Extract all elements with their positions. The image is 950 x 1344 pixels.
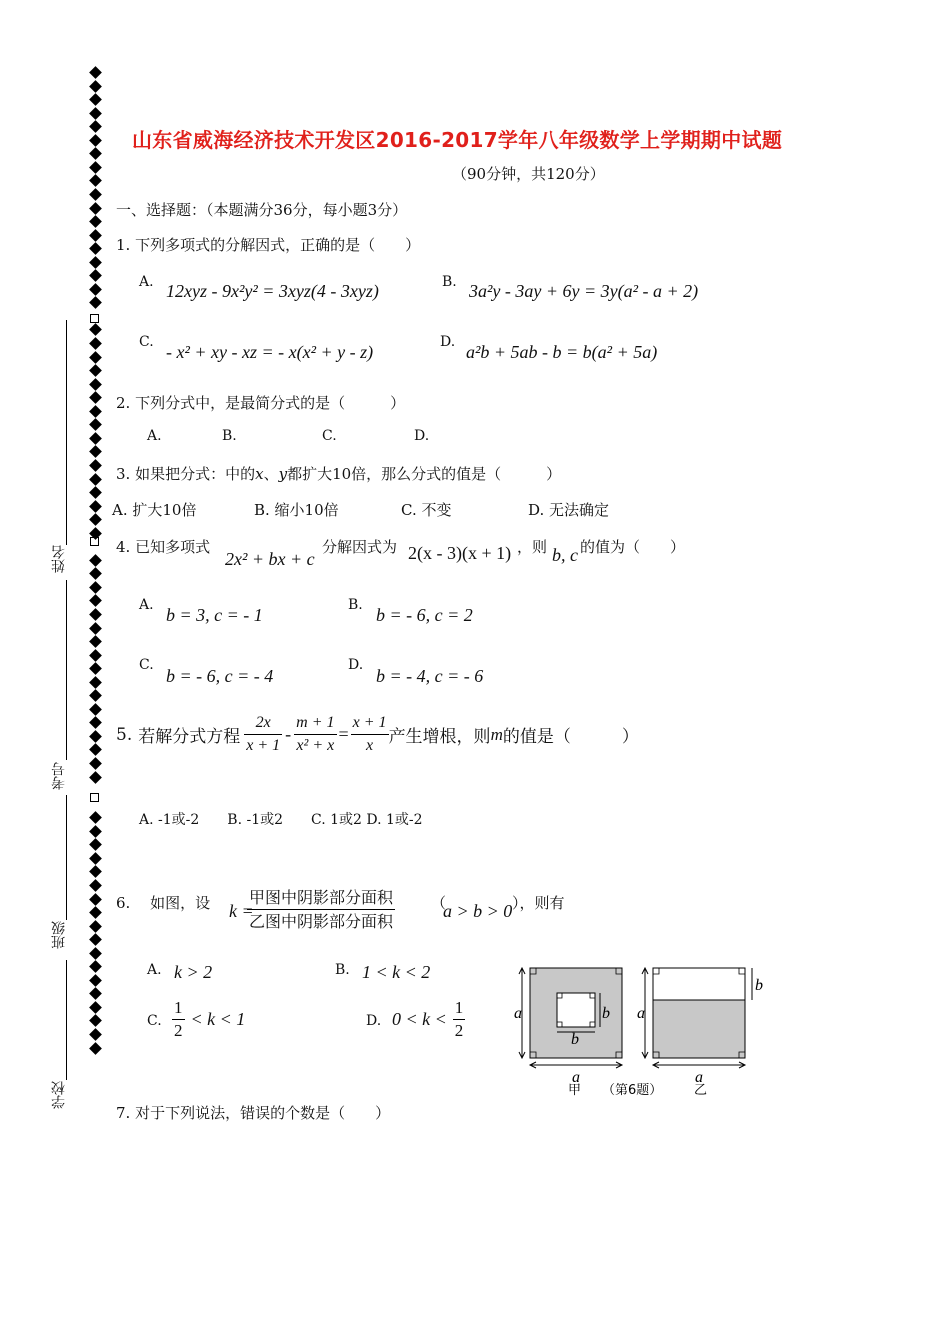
binding-diamond: [89, 743, 102, 756]
class-underline: [66, 795, 67, 920]
binding-diamond: [89, 147, 102, 160]
binding-diamond: [89, 649, 102, 662]
svg-text:a: a: [695, 1069, 703, 1086]
binding-diamond: [89, 987, 102, 1000]
binding-diamond: [89, 161, 102, 174]
q6-option-c: $\frac{1}{2}$ < k < 1: [174, 998, 246, 1040]
binding-diamond: [89, 852, 102, 865]
svg-text:b: b: [571, 1031, 579, 1048]
q3-option-c: C. 不变: [401, 501, 452, 519]
binding-diamond: [89, 486, 102, 499]
binding-diamond: [89, 80, 102, 93]
q4-option-b-label: B.: [348, 597, 363, 613]
binding-diamond: [89, 405, 102, 418]
binding-marker: [90, 314, 99, 323]
binding-diamond: [89, 567, 102, 580]
binding-diamond: [89, 730, 102, 743]
q4-option-d-label: D.: [348, 657, 364, 673]
svg-text:a: a: [637, 1005, 645, 1022]
q6-option-b: 1 < k < 2: [362, 962, 431, 982]
page-title: 山东省威海经济技术开发区2016-2017学年八年级数学上学期期中试题: [132, 128, 783, 152]
q6-option-d: 0 < k < $\frac{1}{2}$: [392, 998, 464, 1040]
q2-stem: 2. 下列分式中，是最简分式的是（ ）: [116, 394, 406, 412]
binding-diamond: [89, 391, 102, 404]
svg-text:b: b: [755, 977, 763, 994]
binding-diamond: [89, 242, 102, 255]
binding-diamond: [89, 757, 102, 770]
q1-option-a: 12xyz - 9x²y² = 3xyz(4 - 3xyz): [166, 281, 379, 301]
section-heading: 一、选择题：（本题满分36分，每小题3分）: [116, 201, 408, 219]
q1-option-d-label: D.: [440, 334, 456, 350]
svg-text:a: a: [572, 1069, 580, 1086]
q6-figure: [510, 960, 780, 1100]
binding-diamond: [89, 933, 102, 946]
binding-diamond: [89, 323, 102, 336]
binding-diamond: [89, 120, 102, 133]
q6-k: k =: [229, 901, 254, 921]
exam-no-underline: [66, 580, 67, 760]
q1-option-b: 3a²y - 3ay + 6y = 3y(a² - a + 2): [469, 281, 699, 301]
q4-variables: b, c: [552, 545, 578, 565]
q6-option-b-label: B.: [335, 962, 350, 978]
binding-diamond: [89, 296, 102, 309]
q5-stem: 5. 若解分式方程 $\frac{2x}{x + 1}$ - $\frac{m + 1}{\text{x² + x}}$ = $\frac{x + 1}{x}$ 产生增根，则 m 的值是（ ）: [116, 712, 639, 757]
school-label: 学校: [51, 1081, 67, 1109]
q4-polynomial: 2x² + bx + c: [225, 549, 315, 569]
q3-option-d: D. 无法确定: [528, 501, 610, 519]
binding-diamond: [89, 879, 102, 892]
binding-diamond: [89, 500, 102, 513]
binding-diamond: [89, 215, 102, 228]
binding-diamond: [89, 107, 102, 120]
binding-diamond: [89, 974, 102, 987]
binding-diamond: [89, 622, 102, 635]
binding-diamond: [89, 676, 102, 689]
q5-fraction-2: $\frac{m + 1}{\text{x² + x}}$: [296, 714, 335, 754]
q5-fraction-1: $\frac{2x}{x + 1}$: [246, 714, 281, 754]
binding-diamond: [89, 893, 102, 906]
exam-no-label: 考号: [51, 762, 67, 790]
q6-cond-open: （: [431, 894, 447, 912]
binding-diamond: [89, 134, 102, 147]
q4-stem-then: ，则: [517, 538, 548, 556]
binding-diamond: [89, 1001, 102, 1014]
q6-condition: a > b > 0: [443, 901, 513, 921]
binding-diamond: [89, 256, 102, 269]
q5-fraction-3: $\frac{x + 1}{x}$: [352, 714, 387, 754]
binding-diamond: [89, 364, 102, 377]
q6-option-c-label: C.: [147, 1013, 162, 1029]
q3-option-a: A. 扩大10倍: [112, 501, 197, 519]
svg-text:b: b: [602, 1005, 610, 1022]
binding-diamond: [89, 202, 102, 215]
binding-diamond: [89, 1042, 102, 1055]
binding-diamond: [89, 594, 102, 607]
q2-option-b: B.: [222, 428, 237, 444]
class-label: 班级: [51, 921, 67, 949]
q6-stem-pre: 6. 如图，设: [116, 894, 211, 912]
q4-stem-mid: 分解因式为: [322, 538, 398, 556]
binding-diamond: [89, 811, 102, 824]
q4-option-d: b = - 4, c = - 6: [376, 666, 484, 686]
q4-option-a-label: A.: [139, 597, 154, 613]
binding-diamond: [89, 960, 102, 973]
figure-jia: [514, 968, 622, 1086]
q5-stem-post: 产生增根，则: [388, 727, 491, 747]
q4-option-a: b = 3, c = - 1: [166, 605, 263, 625]
binding-diamond: [89, 473, 102, 486]
binding-diamond: [89, 689, 102, 702]
binding-diamond: [89, 229, 102, 242]
q6-cond-close: ），则有: [512, 894, 565, 912]
binding-diamond: [89, 662, 102, 675]
binding-diamond: [89, 635, 102, 648]
q1-option-b-label: B.: [442, 274, 457, 290]
svg-text:a: a: [514, 1005, 522, 1022]
figure-caption: （第6题）: [602, 1083, 663, 1098]
binding-diamond: [89, 703, 102, 716]
binding-diamond: [89, 418, 102, 431]
q5-stem-pre: 若解分式方程: [138, 727, 241, 747]
binding-diamond: [89, 283, 102, 296]
binding-diamond: [89, 771, 102, 784]
binding-diamond: [89, 825, 102, 838]
binding-diamond: [89, 445, 102, 458]
figure-yi: [637, 968, 763, 1086]
q5-stem-end: 的值是（ ）: [502, 727, 639, 747]
q6-option-a-label: A.: [147, 962, 162, 978]
binding-diamond: [89, 865, 102, 878]
binding-diamond: [89, 554, 102, 567]
binding-diamond: [89, 1028, 102, 1041]
binding-diamond: [89, 337, 102, 350]
binding-diamond: [89, 581, 102, 594]
binding-diamond: [89, 1014, 102, 1027]
binding-diamond: [89, 920, 102, 933]
binding-diamond: [89, 906, 102, 919]
binding-diamond: [89, 66, 102, 79]
q6-option-a: k > 2: [174, 962, 213, 982]
binding-diamond: [89, 351, 102, 364]
binding-diamond: [89, 269, 102, 282]
q6-option-d-label: D.: [366, 1013, 382, 1029]
q4-option-b: b = - 6, c = 2: [376, 605, 473, 625]
q4-option-c: b = - 6, c = - 4: [166, 666, 274, 686]
figure-label-jia: 甲: [568, 1083, 582, 1098]
q7-stem: 7. 对于下列说法，错误的个数是（ ）: [116, 1104, 391, 1122]
figure-label-yi: 乙: [694, 1083, 708, 1098]
binding-diamond: [89, 838, 102, 851]
q1-option-a-label: A.: [139, 274, 154, 290]
binding-diamond: [89, 459, 102, 472]
name-underline: [66, 320, 67, 545]
exam-duration: （90分钟，共120分）: [452, 165, 605, 183]
q5-options: A. -1或-2 B. -1或2 C. 1或2 D. 1或-2: [139, 812, 423, 828]
q1-stem: 1. 下列多项式的分解因式，正确的是（ ）: [116, 236, 421, 254]
name-label: 姓名: [51, 545, 67, 573]
q1-option-c: - x² + xy - xz = - x(x² + y - z): [166, 342, 374, 362]
q1-option-c-label: C.: [139, 334, 154, 350]
q3-stem: 3. 如果把分式：中的x、y都扩大10倍，那么分式的值是（ ）: [116, 465, 562, 483]
binding-diamond: [89, 378, 102, 391]
q4-stem-pre: 4. 已知多项式: [116, 538, 211, 556]
binding-diamond: [89, 716, 102, 729]
binding-diamond: [89, 947, 102, 960]
q5-number: 5.: [116, 724, 133, 745]
binding-diamond: [89, 174, 102, 187]
binding-diamond: [89, 513, 102, 526]
binding-diamond: [89, 188, 102, 201]
q3-option-b: B. 缩小10倍: [254, 501, 339, 519]
q6-ratio: 甲图中阴影部分面积 乙图中阴影部分面积: [249, 888, 394, 931]
binding-diamond: [89, 608, 102, 621]
q4-factorization: 2(x - 3)(x + 1): [408, 543, 512, 563]
q1-option-d: a²b + 5ab - b = b(a² + 5a): [466, 342, 658, 362]
q4-option-c-label: C.: [139, 657, 154, 673]
school-underline: [66, 960, 67, 1080]
q2-option-d: D.: [414, 428, 430, 444]
q2-option-a: A.: [147, 428, 162, 444]
q4-stem-post: 的值为（ ）: [580, 538, 686, 556]
q2-option-c: C.: [322, 428, 337, 444]
binding-diamond: [89, 93, 102, 106]
binding-marker: [90, 793, 99, 802]
binding-diamond: [89, 432, 102, 445]
